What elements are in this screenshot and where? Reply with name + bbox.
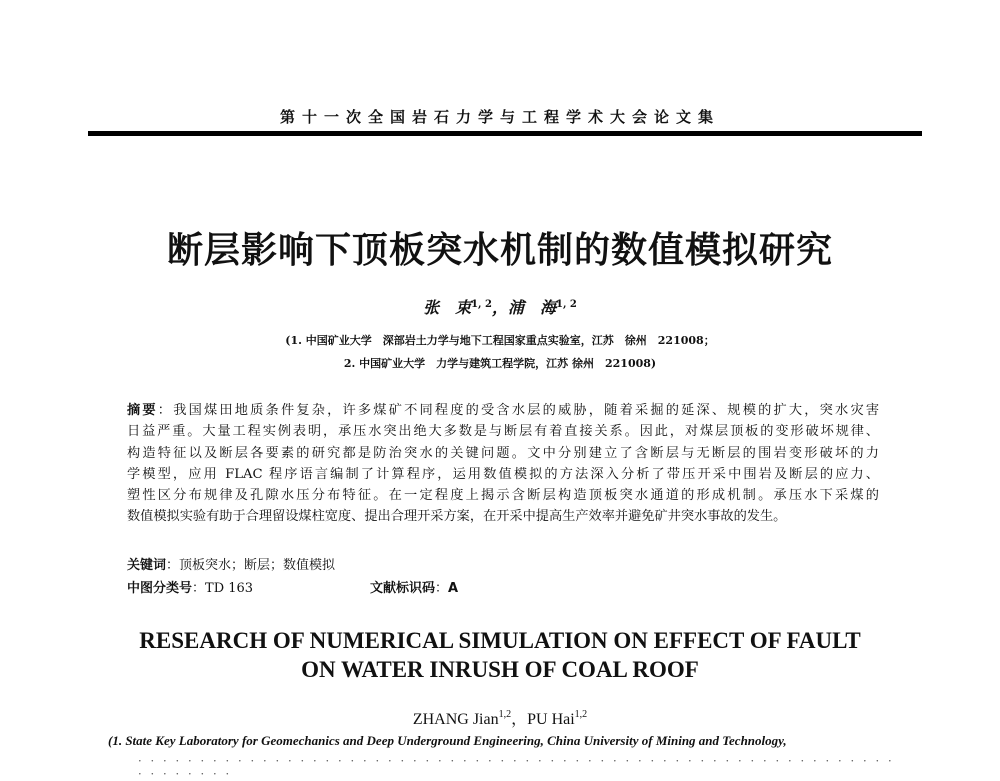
clc-label: 中图分类号 (127, 581, 193, 596)
affiliation-en: (1. State Key Laboratory for Geomechanics and Deep Underground Engineering, China University of Mining and Technology, (108, 733, 787, 748)
paper-title-cn: 断层影响下顶板突水机制的数值模拟研究 (166, 230, 833, 271)
clc-colon: ： (192, 581, 206, 596)
doc-code-label: 文献标识码 (370, 581, 436, 596)
abstract-line (127, 400, 879, 421)
abstract-colon: ： (157, 403, 174, 418)
author-affiliation-mark: 1, 2 (471, 299, 492, 310)
clc-value: TD 163 (205, 581, 254, 596)
abstract-label: 摘要 (127, 403, 158, 418)
affiliation-cn-2: 2. 中国矿业大学 力学与建筑工程学院，江苏 徐州 221008) (343, 357, 657, 370)
author-name: PU Hai (527, 711, 575, 728)
keywords-label: 关键词 (127, 558, 167, 573)
abstract-cn (127, 400, 879, 528)
header-rule (88, 131, 922, 136)
title-en-line-1: RESEARCH OF NUMERICAL SIMULATION ON EFFECT OF FAULT (139, 628, 861, 653)
doc-code-colon: ： (435, 581, 449, 596)
author-affiliation-mark: 1,2 (574, 709, 588, 720)
author-affiliation-mark: 1, 2 (556, 299, 577, 310)
affiliation-cn-1: (1. 中国矿业大学 深部岩土力学与地下工程国家重点实验室，江苏 徐州 221008； (285, 334, 715, 347)
document-code (370, 577, 458, 596)
abstract-line: 日益严重。大量工程实例表明，承压水突出绝大多数是与断层有着直接关系。因此，对煤层顶板的变形破坏规律、 (127, 424, 879, 440)
author-name: ZHANG Jian (412, 711, 499, 728)
abstract-line: 构造特征以及断层各要素的研究都是防治突水的关键问题。文中分别建立了含断层与无断层的围岩变形破坏的力 (127, 445, 879, 461)
abstract-line: 学模型，应用 FLAC 程序语言编制了计算程序，运用数值模拟的方法深入分析了带压开采中围岩及断层的应力、 (127, 466, 879, 482)
authors-en (0, 706, 1000, 729)
cut-off-next-line (138, 753, 898, 781)
doc-code-value: A (448, 581, 459, 596)
author-name: 浦 海 (508, 298, 557, 317)
running-header: 第十一次全国岩石力学与工程学术大会论文集 (279, 108, 720, 126)
abstract-line: 塑性区分布规律及孔隙水压分布特征。在一定程度上揭示含断层构造顶板突水通道的形成机制。承压水下采煤的 (127, 488, 879, 504)
keywords-colon: ： (166, 558, 180, 573)
keywords-value: 顶板突水；断层；数值模拟 (179, 558, 336, 573)
author-separator: ， (511, 711, 528, 728)
author-separator: ， (491, 298, 508, 317)
title-en-line-2: ON WATER INRUSH OF COAL ROOF (301, 657, 699, 682)
abstract-line: 数值模拟实验有助于合理留设煤柱宽度、提出合理开采方案，在开采中提高生产效率并避免矿井突水事故的发生。 (127, 509, 787, 525)
classification-line (127, 577, 527, 596)
paper-title-en (0, 626, 1000, 684)
cut-off-text-fragment: · · · · · · · · · · · · · · · · · · · · · · · · · · · · · · · · · · · · · · · · · · · · · · · · · · · · · · · · · · · · · · · · · · · · · (138, 753, 895, 781)
author-name: 张 束 (423, 298, 472, 317)
keywords (127, 554, 335, 573)
abstract-text: 我国煤田地质条件复杂，许多煤矿不同程度的受含水层的威胁，随着采掘的延深、规模的扩大，突水灾害 (173, 403, 880, 418)
author-affiliation-mark: 1,2 (498, 709, 512, 720)
authors-cn (0, 295, 1000, 318)
